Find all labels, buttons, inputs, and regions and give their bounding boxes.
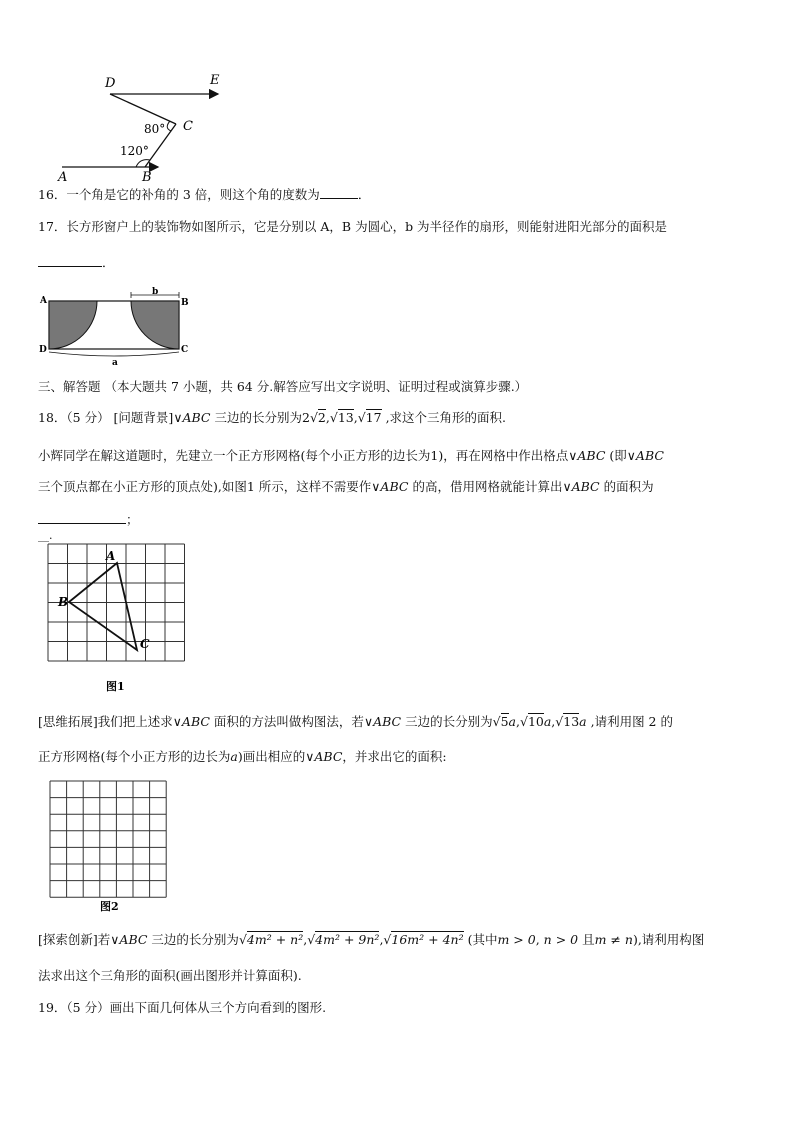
- q16-text: 16．一个角是它的补角的 3 倍，则这个角的度数为: [38, 187, 320, 202]
- question-18-head: 18．（5 分） [问题背景]∨ABC 三边的长分别为2√2,√13,√17 ,求这个三角形的面积.: [38, 410, 507, 425]
- label-B: B: [181, 298, 189, 308]
- dim-a: [49, 352, 179, 356]
- angle-figure: [50, 68, 240, 183]
- q18-answer-blank[interactable]: [38, 511, 126, 524]
- label-b: b: [152, 287, 159, 297]
- arc-C: [167, 121, 171, 131]
- angle-80: 80°: [144, 122, 166, 136]
- label-A: A: [58, 170, 68, 183]
- label-C: C: [181, 345, 189, 355]
- q17-answer-blank[interactable]: [38, 254, 102, 267]
- section-3-header: 三、解答题 （本大题共 7 小题，共 64 分.解答应写出文字说明、证明过程或演算步骤.）: [38, 379, 528, 394]
- label-D: D: [105, 76, 116, 91]
- q17-text: 17．长方形窗户上的装饰物如图所示，它是分别以 A，B 为圆心，b 为半径作的扇形，则能射进阳光部分的面积是: [38, 219, 668, 234]
- q18-answer-line: ；: [38, 511, 139, 529]
- question-19: 19．（5 分）画出下面几何体从三个方向看到的图形.: [38, 1000, 327, 1015]
- triangle-ABC: [69, 563, 137, 650]
- window-figure: [36, 286, 196, 366]
- label-C: C: [140, 637, 150, 651]
- grid-2-lines: [50, 781, 166, 897]
- explore-line-2: 法求出这个三角形的面积(画出图形并计算面积).: [38, 968, 302, 983]
- label-A: A: [40, 296, 47, 306]
- label-E: E: [210, 73, 220, 88]
- explore-line-1: [探索创新]若∨ABC 三边的长分别为√4m² + n²,√4m² + 9n²,√16m² + 4n² (其中m > 0, n > 0 且m ≠ n),请利用构图: [38, 932, 705, 947]
- q16-answer-blank[interactable]: [320, 186, 358, 199]
- label-C: C: [183, 119, 193, 134]
- grid-figure-2: [48, 778, 172, 915]
- angle-120: 120°: [120, 144, 149, 158]
- figure-2-caption: 图2: [100, 900, 119, 913]
- label-A: A: [106, 549, 116, 563]
- question-16: 16．一个角是它的补角的 3 倍，则这个角的度数为 ．: [38, 187, 371, 202]
- label-D: D: [39, 345, 47, 355]
- grid-figure-1: [44, 540, 186, 695]
- figure-1-caption: 图1: [106, 680, 125, 693]
- q17-answer-line: ．: [38, 254, 115, 272]
- think-extension-line-2: 正方形网格(每个小正方形的边长为a)画出相应的∨ABC，并求出它的面积:: [38, 749, 447, 764]
- q18-answer-line-2: __.: [38, 529, 53, 542]
- label-B: B: [142, 170, 152, 183]
- think-extension-line-1: [思维拓展]我们把上述求∨ABC 面积的方法叫做构图法，若∨ABC 三边的长分别为√5a,√10a,√13a ,请利用图 2 的: [38, 714, 673, 729]
- label-B: B: [58, 595, 69, 609]
- q18-paragraph-2: 三个顶点都在小正方形的顶点处),如图1 所示，这样不需要作∨ABC 的高，借用网格就能计算出∨ABC 的面积为: [38, 479, 654, 494]
- segment-DC: [110, 94, 176, 124]
- q18-paragraph-1: 小辉同学在解这道题时，先建立一个正方形网格(每个小正方形的边长为1)，再在网格中作出格点∨ABC (即∨ABC: [38, 448, 664, 463]
- label-a: a: [112, 358, 118, 366]
- question-17: [38, 218, 667, 236]
